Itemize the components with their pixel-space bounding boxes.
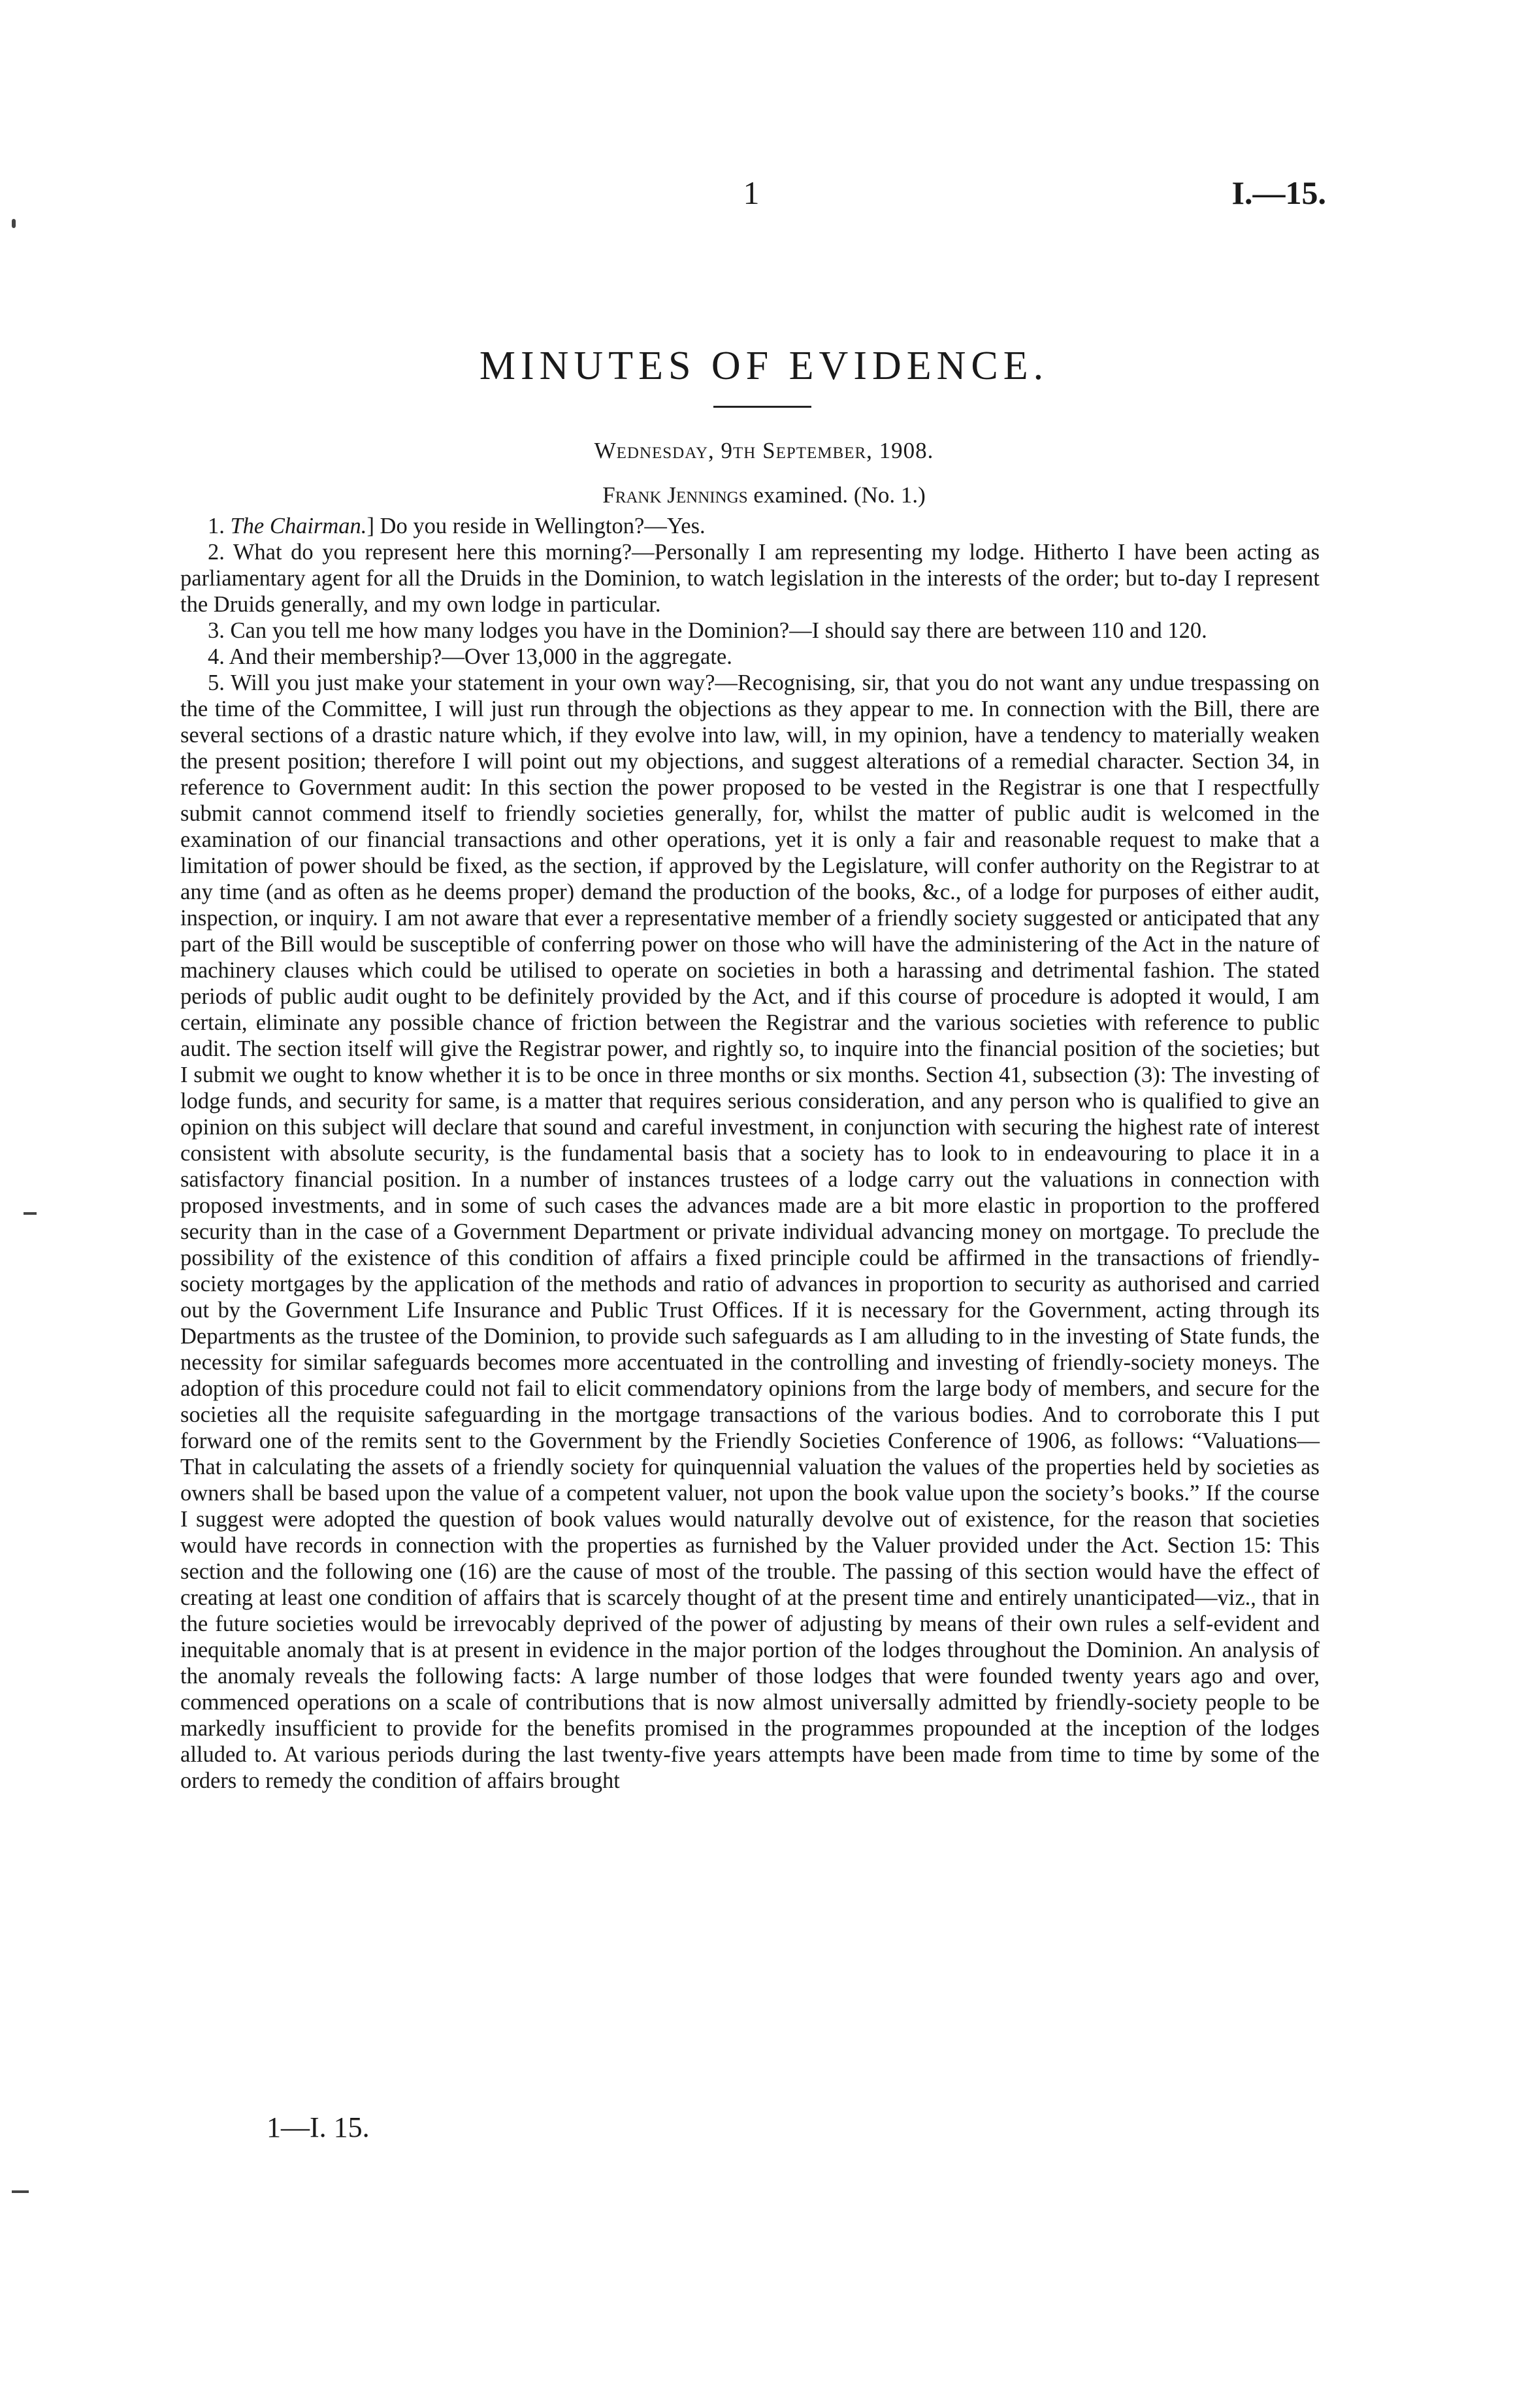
evidence-body — [180, 513, 1320, 1794]
witness-detail: examined. (No. 1.) — [753, 482, 926, 508]
witness-name: Frank Jennings — [602, 482, 748, 508]
scan-mark — [12, 219, 16, 228]
scan-mark — [12, 2190, 29, 2193]
question-3: 3. Can you tell me how many lodges you have in the Dominion?—I should say there are between 110 and 120. — [208, 618, 1207, 643]
question-5: 5. Will you just make your statement in your own way?—Recognising, sir, that you do not want any undue trespassing on the time of the Committee, I will just run through the objections as they appear to me. In connection with the Bill, there are several sections of a drastic nature which, if they evolve into law, will, in my opinion, have a tendency to materially weaken the present position; therefore I will point out my objections, and suggest alterations of a remedial character. Section 34, in reference to Government audit: In this section the power proposed to be vested in the Registrar is one that I respectfully submit cannot commend itself to friendly societies generally, for, whilst the matter of public audit is welcomed in the examination of our financial transactions and other operations, yet it is only a fair and reasonable request to make that a limitation of power should be fixed, as the section, if approved by the Legislature, will confer authority on the Registrar to at any time (and as often as he deems proper) demand the production of the books, &c., of a lodge for purposes of either audit, inspection, or inquiry. I am not aware that ever a representative member of a friendly society suggested or anticipated that any part of the Bill would be susceptible of conferring power on those who will have the administering of the Act in the nature of machinery clauses which could be utilised to operate on societies in both a harassing and detrimental fashion. The stated periods of public audit ought to be definitely provided by the Act, and if this course of procedure is adopted it would, I am certain, eliminate any possible chance of friction between the Registrar and the various societies with reference to public audit. The section itself will give the Registrar power, and rightly so, to inquire into the financial position of the societies; but I submit we ought to know whether it is to be once in three months or six months. Section 41, subsection (3): The investing of lodge funds, and security for same, is a matter that requires serious consideration, and any person who is qualified to give an opinion on this subject will declare that sound and careful investment, in conjunction with securing the highest rate of interest consistent with absolute security, is the fundamental basis that a society has to look to in endeavouring to place it in a satisfactory financial position. In a number of instances trustees of a lodge carry out the valuations in connection with proposed investments, and in some of such cases the advances made are a bit more elastic in proportion to the proffered security than in the case of a Government Department or private individual advancing money on mortgage. To preclude the possibility of the existence of this condition of affairs a fixed principle could be affirmed in the transactions of friendly-society mortgages by the application of the methods and ratio of advances in proportion to security as authorised and carried out by the Government Life Insurance and Public Trust Offices. If it is necessary for the Government, acting through its Departments as the trustee of the Dominion, to provide such safeguards as I am alluding to in the investing of State funds, the necessity for similar safeguards becomes more accentuated in the controlling and investing of friendly-society moneys. The adoption of this procedure could not fail to elicit commendatory opinions from the large body of members, and secure for the societies all the requisite safeguarding in the mortgage transactions of the various bodies. And to corroborate this I put forward one of the remits sent to the Government by the Friendly Societies Conference of 1906, as follows: “Valuations—That in calculating the assets of a friendly society for quinquennial valuation the values of the properties held by societies as owners shall be based upon the value of a competent valuer, not upon the book value upon the society’s books.” If the course I suggest were adopted the question of book values would naturally devolve out of existence, for the reason that societies would have records in connection with the properties as furnished by the Valuer provided under the Act. Section 15: This section and the following one (16) are the cause of most of the trouble. The passing of this section would have the effect of creating at least one condition of affairs that is scarcely thought of at the present time and entirely unanticipated—viz., that in the future societies would be irrevocably deprived of the power of adjusting by means of their own rules a self-evident and inequitable anomaly that is at present in evidence in the major portion of the lodges throughout the Dominion. An analysis of the anomaly reveals the following facts: A large number of those lodges that were founded twenty years ago and over, commenced operations on a scale of contributions that is now almost universally admitted by friendly-society people to be markedly insufficient to provide for the benefits promised in the programmes propounded at the inception of the lodges alluded to. At various periods during the last twenty-five years attempts have been made from time to time by some of the orders to remedy the condition of affairs brought — [180, 670, 1320, 1793]
page-title: MINUTES OF EVIDENCE. — [479, 344, 1049, 388]
speaker-name: The Chairman. — [230, 514, 367, 538]
page-number: 1 — [743, 174, 760, 211]
question-4: 4. And their membership?—Over 13,000 in the aggregate. — [208, 644, 732, 669]
footer-signature: 1—I. 15. — [267, 2111, 370, 2143]
document-code: I.—15. — [1231, 174, 1326, 211]
scan-mark — [24, 1212, 37, 1215]
hearing-date: Wednesday, 9th September, 1908. — [594, 438, 934, 463]
question-text: ] Do you reside in Wellington?—Yes. — [366, 514, 706, 538]
question-1 — [180, 513, 1320, 539]
question-number: 1. — [208, 514, 225, 538]
witness-line — [0, 482, 1528, 508]
title-rule — [713, 406, 811, 408]
question-2: 2. What do you represent here this morning?—Personally I am representing my lodge. Hitherto I have been acting as parliamentary agent for all the Druids in the Dominion, to watch legislation in the interests of the order; but to-day I represent the Druids generally, and my own lodge in particular. — [180, 540, 1320, 617]
